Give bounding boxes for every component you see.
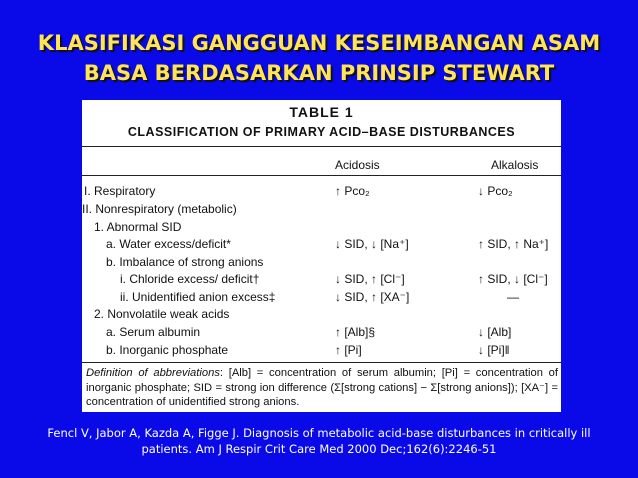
table-header-rule — [82, 175, 561, 176]
table-top-rule — [82, 146, 561, 147]
row-label: ii. Unidentified anion excess‡ — [120, 290, 276, 304]
row-label: b. Imbalance of strong anions — [106, 255, 264, 269]
row-label: 2. Nonvolatile weak acids — [94, 307, 230, 321]
table-row — [82, 219, 561, 235]
row-alkalosis: ↓ Pco₂ — [478, 184, 513, 198]
citation — [0, 425, 638, 457]
slide-title-line-1: KLASIFIKASI GANGGUAN KESEIMBANGAN ASAM — [37, 31, 601, 55]
row-acidosis: ↓ SID, ↑ [XA⁻] — [335, 290, 410, 304]
column-header-acidosis: Acidosis — [335, 158, 380, 172]
slide-title — [0, 28, 638, 88]
table-footnote — [86, 366, 558, 410]
row-label: b. Inorganic phosphate — [106, 343, 229, 357]
slide-title-line-2: BASA BERDASARKAN PRINSIP STEWART — [83, 61, 555, 85]
table-row — [82, 201, 561, 217]
table-row — [82, 236, 561, 252]
row-alkalosis: ↓ [Pi]‖ — [478, 343, 510, 357]
table-caption: CLASSIFICATION OF PRIMARY ACID–BASE DISTURBANCES — [127, 125, 516, 139]
row-acidosis: ↑ [Alb]§ — [335, 325, 376, 339]
row-acidosis: ↑ Pco₂ — [335, 184, 370, 198]
table-row — [82, 254, 561, 270]
row-alkalosis: — — [507, 290, 519, 304]
row-label: i. Chloride excess/ deficit† — [120, 272, 260, 286]
table-row — [82, 271, 561, 287]
row-label: II. Nonrespiratory (metabolic) — [82, 202, 237, 216]
footnote-text: : [Alb] = concentration of serum albumin; [Pi] = concentration of inorganic phosphate; SID = strong ion difference (Σ[strong cations] − Σ[strong anions]); [XA⁻] = concentration of unidentified strong anions. — [86, 367, 558, 408]
row-alkalosis: ↓ [Alb] — [478, 325, 512, 339]
row-label: I. Respiratory — [84, 184, 156, 198]
footnote-term: Definition of abbreviations — [86, 367, 220, 379]
column-header-alkalosis: Alkalosis — [491, 158, 539, 172]
table-label: TABLE 1 — [289, 104, 354, 120]
row-acidosis: ↑ [Pi] — [335, 343, 362, 357]
row-alkalosis: ↑ SID, ↓ [Cl⁻] — [478, 272, 548, 286]
row-alkalosis: ↑ SID, ↑ Na⁺] — [478, 237, 549, 251]
table-row — [82, 324, 561, 340]
table-image-panel — [82, 100, 561, 412]
table-row — [82, 183, 561, 199]
table-row — [82, 289, 561, 305]
row-label: 1. Abnormal SID — [94, 220, 182, 234]
citation-line-2: patients. Am J Respir Crit Care Med 2000 Dec;162(6):2246-51 — [141, 442, 497, 456]
row-label: a. Water excess/deficit* — [106, 237, 231, 251]
table-row — [82, 342, 561, 358]
citation-line-1: Fencl V, Jabor A, Kazda A, Figge J. Diagnosis of metabolic acid-base disturbances in critically ill — [47, 426, 591, 440]
row-acidosis: ↓ SID, ↑ [Cl⁻] — [335, 272, 405, 286]
table-bottom-rule — [82, 362, 561, 363]
row-label: a. Serum albumin — [106, 325, 201, 339]
row-acidosis: ↓ SID, ↓ [Na⁺] — [335, 237, 409, 251]
table-row — [82, 306, 561, 322]
